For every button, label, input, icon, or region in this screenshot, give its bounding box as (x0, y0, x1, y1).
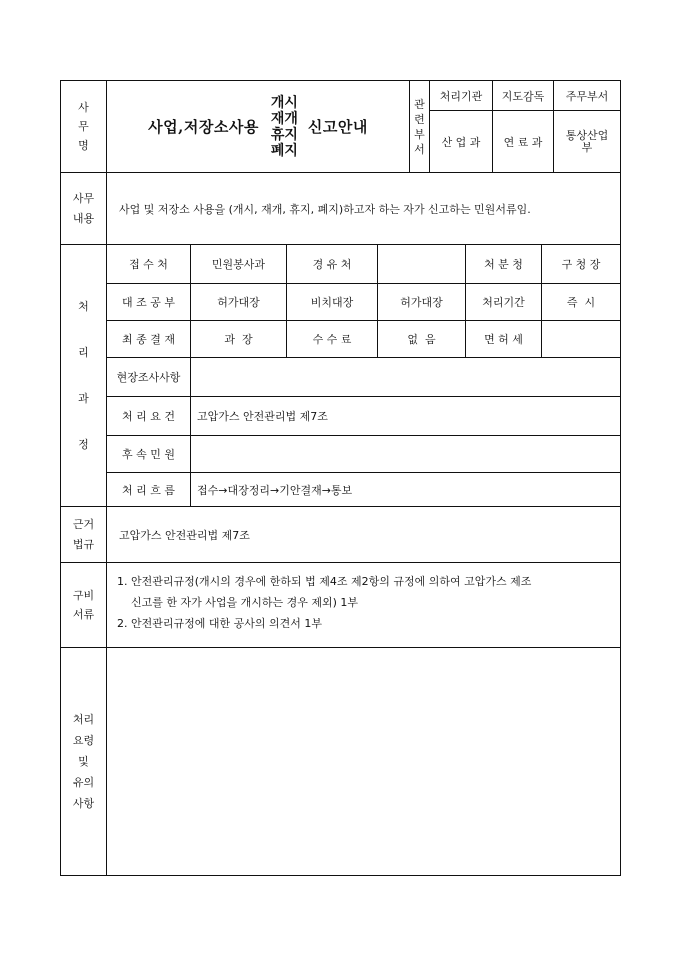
notes-row (61, 648, 620, 875)
label-line: 처리 (72, 713, 95, 726)
notes-label (61, 648, 107, 875)
cell-disposition-value: 구 청 장 (561, 258, 601, 271)
label-char: 련 (414, 112, 425, 126)
cell-permit-ledger: 허가대장 (378, 284, 466, 320)
process-label (61, 245, 107, 506)
process-row-survey (107, 358, 620, 397)
cell-disposition-label: 처 분 청 (466, 245, 542, 283)
label-line: 및 (78, 755, 89, 768)
cell-license-tax-label: 면 허 세 (466, 321, 542, 357)
title-option: 휴지 (270, 126, 298, 143)
title-options (271, 95, 298, 159)
label-char: 과 (78, 391, 89, 405)
cell-requirement-value: 고압가스 안전관리법 제7조 (197, 410, 328, 423)
title-tail: 신고안내 (307, 118, 368, 136)
documents-row (61, 563, 620, 648)
col-competent-dept: 주무부서 (565, 89, 609, 103)
cell-approval-label: 최 종 결 재 (107, 321, 191, 357)
col-supervision: 지도감독 (493, 81, 554, 110)
department-header-row (430, 81, 620, 111)
label-line: 사항 (72, 797, 95, 810)
cell-via-value (378, 245, 466, 283)
val-competent-dept: 통상산업부 (565, 128, 609, 154)
content-row (61, 173, 620, 245)
title-option: 폐지 (270, 142, 298, 159)
label-char: 처 (78, 299, 89, 313)
header-row (61, 81, 620, 173)
title-option: 개시 (270, 94, 298, 111)
cell-reception-value: 민원봉사과 (191, 245, 287, 283)
department-grid (430, 81, 620, 172)
title-option: 재개 (270, 110, 298, 127)
basis-label (61, 507, 107, 562)
label-char: 리 (78, 345, 89, 359)
basis-row (61, 507, 620, 563)
val-processing-agency: 산 업 과 (430, 111, 493, 172)
cell-period-value: 즉 시 (566, 296, 596, 309)
document-item-2: 2. 안전관리규정에 대한 공사의 의견서 1부 (117, 617, 322, 630)
label-line: 유의 (72, 776, 95, 789)
related-departments-label (410, 81, 430, 172)
cell-followup-label: 후 속 민 원 (107, 436, 191, 472)
cell-via-label: 경 유 처 (287, 245, 378, 283)
cell-followup-value (191, 436, 620, 472)
label-char: 무 (78, 119, 89, 133)
process-section (61, 245, 620, 507)
cell-fee-value: 없 음 (378, 321, 466, 357)
basis-text: 고압가스 안전관리법 제7조 (119, 528, 250, 542)
cell-ledger-label: 대 조 공 부 (107, 284, 191, 320)
process-row-3 (107, 321, 620, 358)
label-char: 정 (78, 437, 89, 451)
documents-list (107, 563, 620, 647)
label-char: 명 (78, 139, 89, 153)
label-line: 내용 (72, 211, 95, 225)
cell-approval-value: 과 장 (191, 321, 287, 357)
document-item-1: 1. 안전관리규정(개시의 경우에 한하되 법 제4조 제2항의 규정에 의하여 고압가스 제조 (117, 575, 532, 588)
title-main: 사업,저장소사용 (148, 118, 259, 136)
label-line: 법규 (72, 537, 95, 551)
form-title (107, 81, 410, 172)
process-row-requirement (107, 397, 620, 436)
process-row-2 (107, 284, 620, 321)
cell-requirement-label: 처 리 요 건 (107, 397, 191, 435)
cell-survey-value (191, 358, 620, 396)
department-value-row (430, 111, 620, 172)
cell-flow-value: 접수→대장정리→기안결재→통보 (197, 483, 353, 497)
process-row-followup (107, 436, 620, 473)
process-row-1 (107, 245, 620, 284)
cell-survey-label: 현장조사사항 (107, 358, 191, 396)
notes-content (107, 648, 620, 875)
cell-license-tax-value (542, 321, 620, 357)
civil-petition-guide-form (60, 80, 621, 876)
label-char: 관 (414, 97, 425, 111)
process-grid (107, 245, 620, 506)
label-line: 구비 (72, 588, 95, 602)
document-item-1-continued: 신고를 한 자가 사업을 개시하는 경우 제외) 1부 (131, 596, 359, 609)
label-line: 서류 (72, 608, 95, 621)
label-char: 부 (414, 127, 425, 141)
label-char: 서 (414, 142, 425, 156)
cell-period-label: 처리기간 (466, 284, 542, 320)
office-name-label (61, 81, 107, 172)
content-label (61, 173, 107, 244)
label-char: 사 (78, 100, 89, 114)
label-line: 요령 (72, 734, 95, 747)
cell-fee-label: 수 수 료 (287, 321, 378, 357)
label-line: 근거 (72, 518, 95, 532)
label-line: 사무 (72, 192, 95, 206)
val-supervision: 연 료 과 (493, 111, 554, 172)
cell-kept-ledger: 비치대장 (287, 284, 378, 320)
cell-flow-label: 처 리 흐 름 (107, 473, 191, 506)
content-text: 사업 및 저장소 사용을 (개시, 재개, 휴지, 폐지)하고자 하는 자가 신고하는 민원서류임. (119, 202, 531, 216)
cell-reception-label: 접 수 처 (107, 245, 191, 283)
cell-ledger-value: 허가대장 (191, 284, 287, 320)
col-processing-agency: 처리기관 (430, 81, 493, 110)
process-row-flow (107, 473, 620, 506)
documents-label (61, 563, 107, 647)
